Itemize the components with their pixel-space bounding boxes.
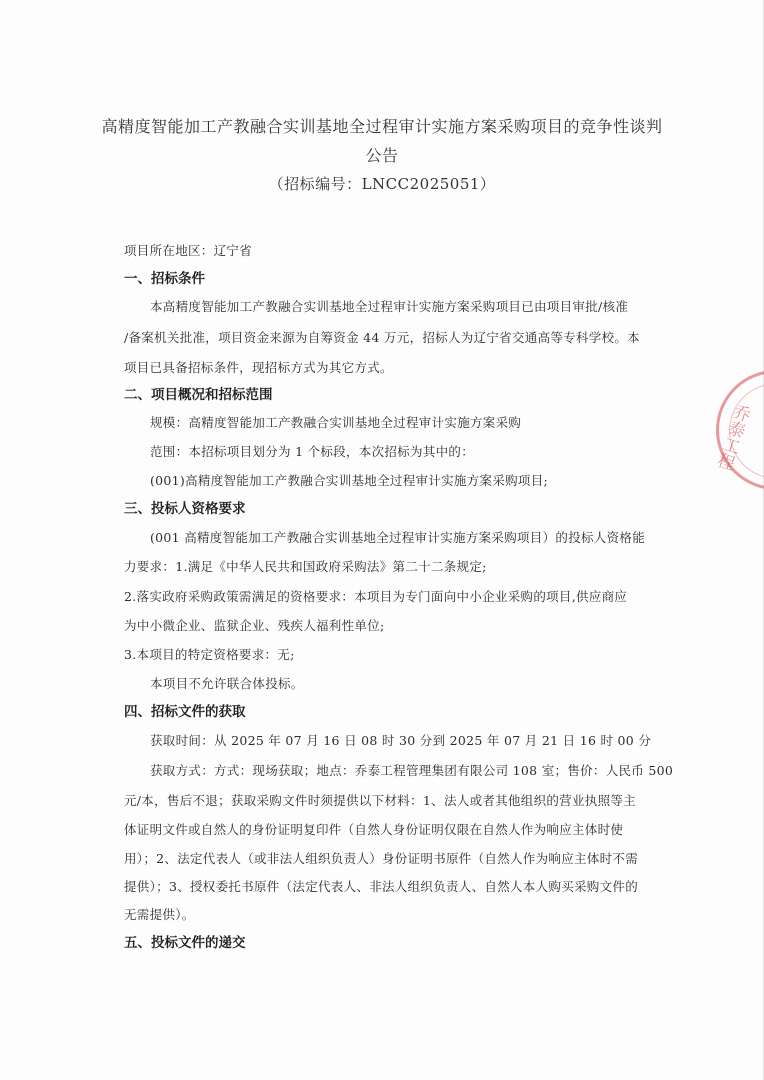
document-title-suffix: 公告 (365, 146, 399, 165)
section-heading-document-acquisition: 四、招标文件的获取 (124, 704, 246, 720)
paragraph-line: 获取方式：方式：现场获取；地点：乔泰工程管理集团有限公司 108 室；售价：人民币 500 (150, 763, 674, 778)
paragraph-line: 范围：本招标项目划分为 1 个标段，本次招标为其中的： (150, 444, 475, 459)
document-title: 高精度智能加工产教融合实训基地全过程审计实施方案采购项目的竞争性谈判 (101, 117, 663, 136)
paragraph-line: 本高精度智能加工产教融合实训基地全过程审计实施方案采购项目已由项目审批/核准 (150, 299, 629, 314)
paragraph-line: 力要求：1.满足《中华人民共和国政府采购法》第二十二条规定; (124, 559, 487, 574)
paragraph-line: 3.本项目的特定资格要求：无; (124, 647, 295, 662)
paragraph-line: 为中小微企业、监狱企业、残疾人福利性单位; (124, 618, 385, 633)
paragraph-line: 体证明文件或自然人的身份证明复印件（自然人身份证明仅限在自然人作为响应主体时使 (124, 822, 624, 837)
paragraph-line: 获取时间：从 2025 年 07 月 16 日 08 时 30 分到 2025 年 07 月 21 日 16 时 00 分 (150, 733, 652, 748)
section-heading-tender-conditions: 一、招标条件 (124, 271, 205, 287)
tender-number: （招标编号：LNCC2025051） (268, 175, 496, 193)
paragraph-line: (001)高精度智能加工产教融合实训基地全过程审计实施方案采购项目; (150, 473, 549, 488)
paragraph-line: 元/本，售后不退；获取采购文件时须提供以下材料：1、法人或者其他组织的营业执照等主 (124, 793, 636, 808)
paragraph-line: 2.落实政府采购政策需满足的资格要求：本项目为专门面向中小企业采购的项目,供应商应 (124, 589, 628, 604)
section-heading-bid-submission: 五、投标文件的递交 (124, 935, 246, 951)
paragraph-line: (001 高精度智能加工产教融合实训基地全过程审计实施方案采购项目）的投标人资格能 (150, 530, 646, 545)
paragraph-line: 项目已具备招标条件，现招标方式为其它方式。 (124, 360, 393, 375)
company-seal (711, 370, 764, 490)
paragraph-line: 提供）；3、授权委托书原件（法定代表人、非法人组织负责人、自然人本人购买采购文件的 (124, 879, 639, 894)
paragraph-line: /备案机关批准，项目资金来源为自筹资金 44 万元，招标人为辽宁省交通高等专科学校。本 (124, 330, 640, 345)
paragraph-line: 无需提供）。 (124, 907, 195, 922)
project-location: 项目所在地区：辽宁省 (124, 243, 253, 258)
section-heading-project-overview: 二、项目概况和招标范围 (124, 387, 273, 403)
paragraph-line: 用）；2、法定代表人（或非法人组织负责人）身份证明书原件（自然人作为响应主体时不需 (124, 851, 639, 866)
section-heading-bidder-qualifications: 三、投标人资格要求 (124, 501, 246, 517)
paragraph-line: 本项目不允许联合体投标。 (150, 676, 304, 691)
paragraph-line: 规模：高精度智能加工产教融合实训基地全过程审计实施方案采购 (150, 415, 522, 430)
seal-text: 乔泰工程 (711, 401, 753, 472)
